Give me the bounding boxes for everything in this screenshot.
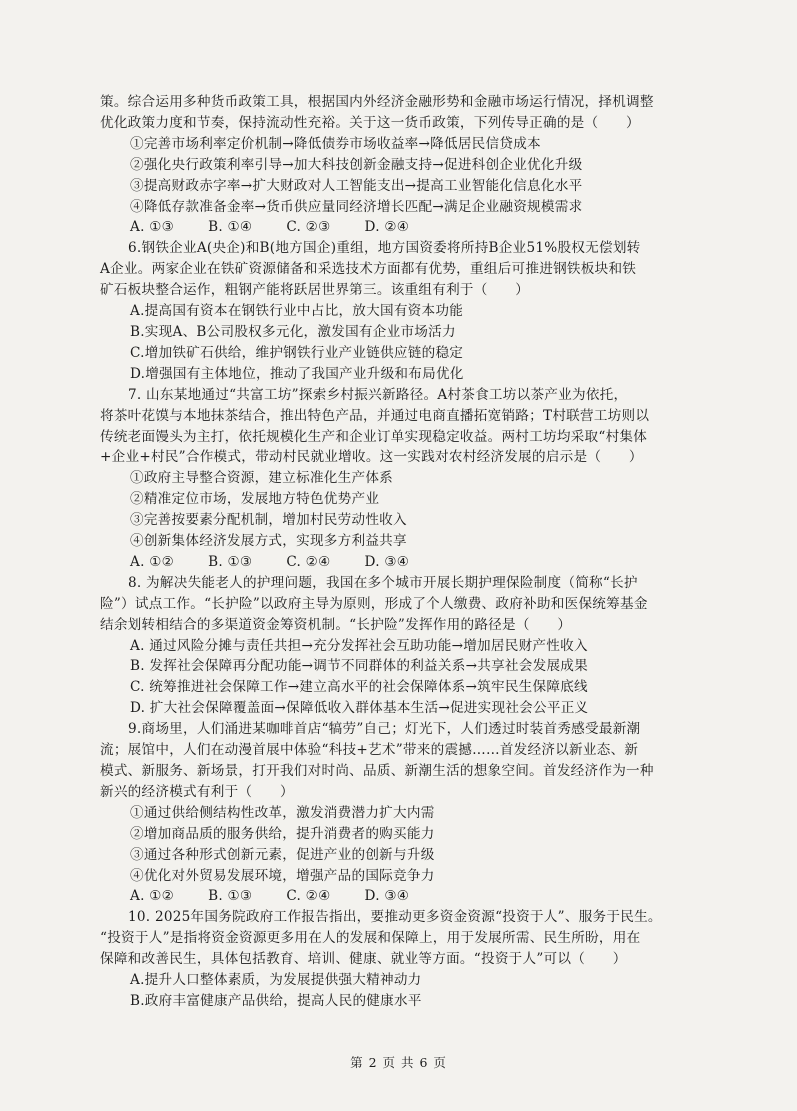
question-7 (100, 385, 709, 573)
answer-options (100, 886, 709, 907)
option-b: B.实现A、B公司股权多元化，激发国有企业市场活力 (130, 323, 456, 340)
stem-line: +企业+村民”合作模式，带动村民就业增收。这一实践对农村经济发展的启示是（ ） (100, 449, 643, 466)
option-a: A.提高国有资本在钢铁行业中占比，放大国有资本功能 (130, 303, 464, 320)
question-5-continued (100, 92, 709, 238)
question-9 (100, 719, 709, 907)
statement-1: ①完善市场利率定价机制→降低债券市场收益率→降低居民信贷成本 (130, 135, 541, 152)
option-a: A.提升人口整体素质，为发展提供强大精神动力 (130, 972, 422, 989)
stem-line: 将茶叶花馍与本地抹茶结合，推出特色产品，并通过电商直播拓宽销路；T村联营工坊则以 (100, 407, 650, 424)
option-a: A. 通过风险分摊与责任共担→充分发挥社会互助功能→增加居民财产性收入 (130, 637, 588, 654)
answer-options (100, 217, 709, 238)
option-d: D. ③④ (364, 888, 410, 905)
stem-line: 传统老面馒头为主打，依托规模化生产和企业订单实现稳定收益。两村工坊均采取“村集体 (100, 428, 648, 445)
answer-options (100, 552, 709, 573)
option-a: A. ①③ (130, 219, 175, 236)
option-d: D.增强国有主体地位，推动了我国产业升级和布局优化 (130, 365, 464, 382)
option-b: B. ①③ (208, 888, 253, 905)
stem-line: 险”）试点工作。“长护险”以政府主导为原则，形成了个人缴费、政府补助和医保统筹基金 (100, 595, 648, 612)
option-a: A. ①② (130, 888, 175, 905)
option-b: B.政府丰富健康产品供给，提高人民的健康水平 (130, 992, 422, 1009)
question-8 (100, 573, 709, 719)
option-b: B. ①③ (208, 553, 253, 570)
statement-1: ①通过供给侧结构性改革，激发消费潜力扩大内需 (130, 804, 435, 821)
option-b: B. ①④ (208, 219, 253, 236)
option-d: D. 扩大社会保障覆盖面→保障低收入群体基本生活→促进实现社会公平正义 (130, 700, 589, 717)
page-number: 第 2 页 共 6 页 (350, 1055, 447, 1070)
option-c: C. ②④ (286, 553, 331, 570)
stem-line: A企业。两家企业在铁矿资源储备和采选技术方面都有优势，重组后可推进钢铁板块和铁 (100, 261, 637, 278)
stem-line: 矿石板块整合运作，粗钢产能将跃居世界第三。该重组有利于（ ） (100, 282, 530, 299)
statement-3: ③完善按要素分配机制，增加村民劳动性收入 (130, 512, 407, 529)
stem-line: 7. 山东某地通过“共富工坊”探索乡村振兴新路径。A村茶食工坊以茶产业为依托， (128, 386, 628, 403)
statement-4: ④降低存款准备金率→货币供应量同经济增长匹配→满足企业融资规模需求 (130, 198, 583, 215)
stem-line: 6.钢铁企业A(央企)和B(地方国企)重组，地方国资委将所持B企业51%股权无偿划转 (128, 240, 641, 257)
stem-line: 8. 为解决失能老人的护理问题，我国在多个城市开展长期护理保险制度（简称“长护 (128, 574, 638, 591)
stem-line: 策。综合运用多种货币政策工具，根据国内外经济金融形势和金融市场运行情况，择机调整 (100, 94, 654, 110)
option-c: C.增加铁矿石供给，维护钢铁行业产业链供应链的稳定 (130, 344, 464, 361)
statement-2: ②强化央行政策利率引导→加大科技创新金融支持→促进科创企业优化升级 (130, 156, 583, 173)
statement-3: ③通过各种形式创新元素，促进产业的创新与升级 (130, 846, 435, 863)
stem-line: 9.商场里，人们涌进某咖啡首店“犒劳”自己；灯光下，人们透过时装首秀感受最新潮 (128, 721, 641, 738)
question-6 (100, 238, 709, 384)
stem-line: 优化政策力度和节奏，保持流动性充裕。关于这一货币政策，下列传导正确的是（ ） (100, 114, 640, 131)
option-b: B. 发挥社会保障再分配功能→调节不同群体的利益关系→共享社会发展成果 (130, 658, 588, 675)
stem-line: 模式、新服务、新场景，打开我们对时尚、品质、新潮生活的想象空间。首发经济作为一种 (100, 763, 654, 779)
option-c: C. ②③ (286, 219, 331, 236)
option-d: D. ③④ (364, 553, 410, 570)
stem-line: “投资于人”是指将资金资源更多用在人的发展和保障上，用于发展所需、民生所盼，用在 (100, 930, 641, 947)
stem-line: 流；展馆中，人们在动漫首展中体验“科技+艺术”带来的震撼……首发经济以新业态、新 (100, 742, 639, 759)
statement-2: ②精准定位市场，发展地方特色优势产业 (130, 491, 380, 508)
stem-line: 新兴的经济模式有利于（ ） (100, 783, 294, 800)
question-10 (100, 907, 709, 1012)
statement-4: ④创新集体经济发展方式，实现多方利益共享 (130, 533, 407, 550)
option-c: C. 统筹推进社会保障工作→建立高水平的社会保障体系→筑牢民生保障底线 (130, 679, 588, 696)
stem-line: 结余划转相结合的多渠道资金筹资机制。“长护险”发挥作用的路径是（ ） (100, 616, 572, 633)
option-a: A. ①② (130, 553, 175, 570)
statement-3: ③提高财政赤字率→扩大财政对人工智能支出→提高工业智能化信息化水平 (130, 177, 583, 194)
statement-2: ②增加商品质的服务供给，提升消费者的购买能力 (130, 825, 435, 842)
statement-1: ①政府主导整合资源，建立标准化生产体系 (130, 470, 394, 487)
stem-line: 10. 2025年国务院政府工作报告指出，要推动更多资金资源“投资于人”、服务于民生。 (128, 909, 662, 926)
stem-line: 保障和改善民生，具体包括教育、培训、健康、就业等方面。“投资于人”可以（ ） (100, 951, 627, 968)
option-c: C. ②④ (286, 888, 331, 905)
option-d: D. ②④ (364, 219, 410, 236)
statement-4: ④优化对外贸易发展环境，增强产品的国际竞争力 (130, 867, 435, 884)
